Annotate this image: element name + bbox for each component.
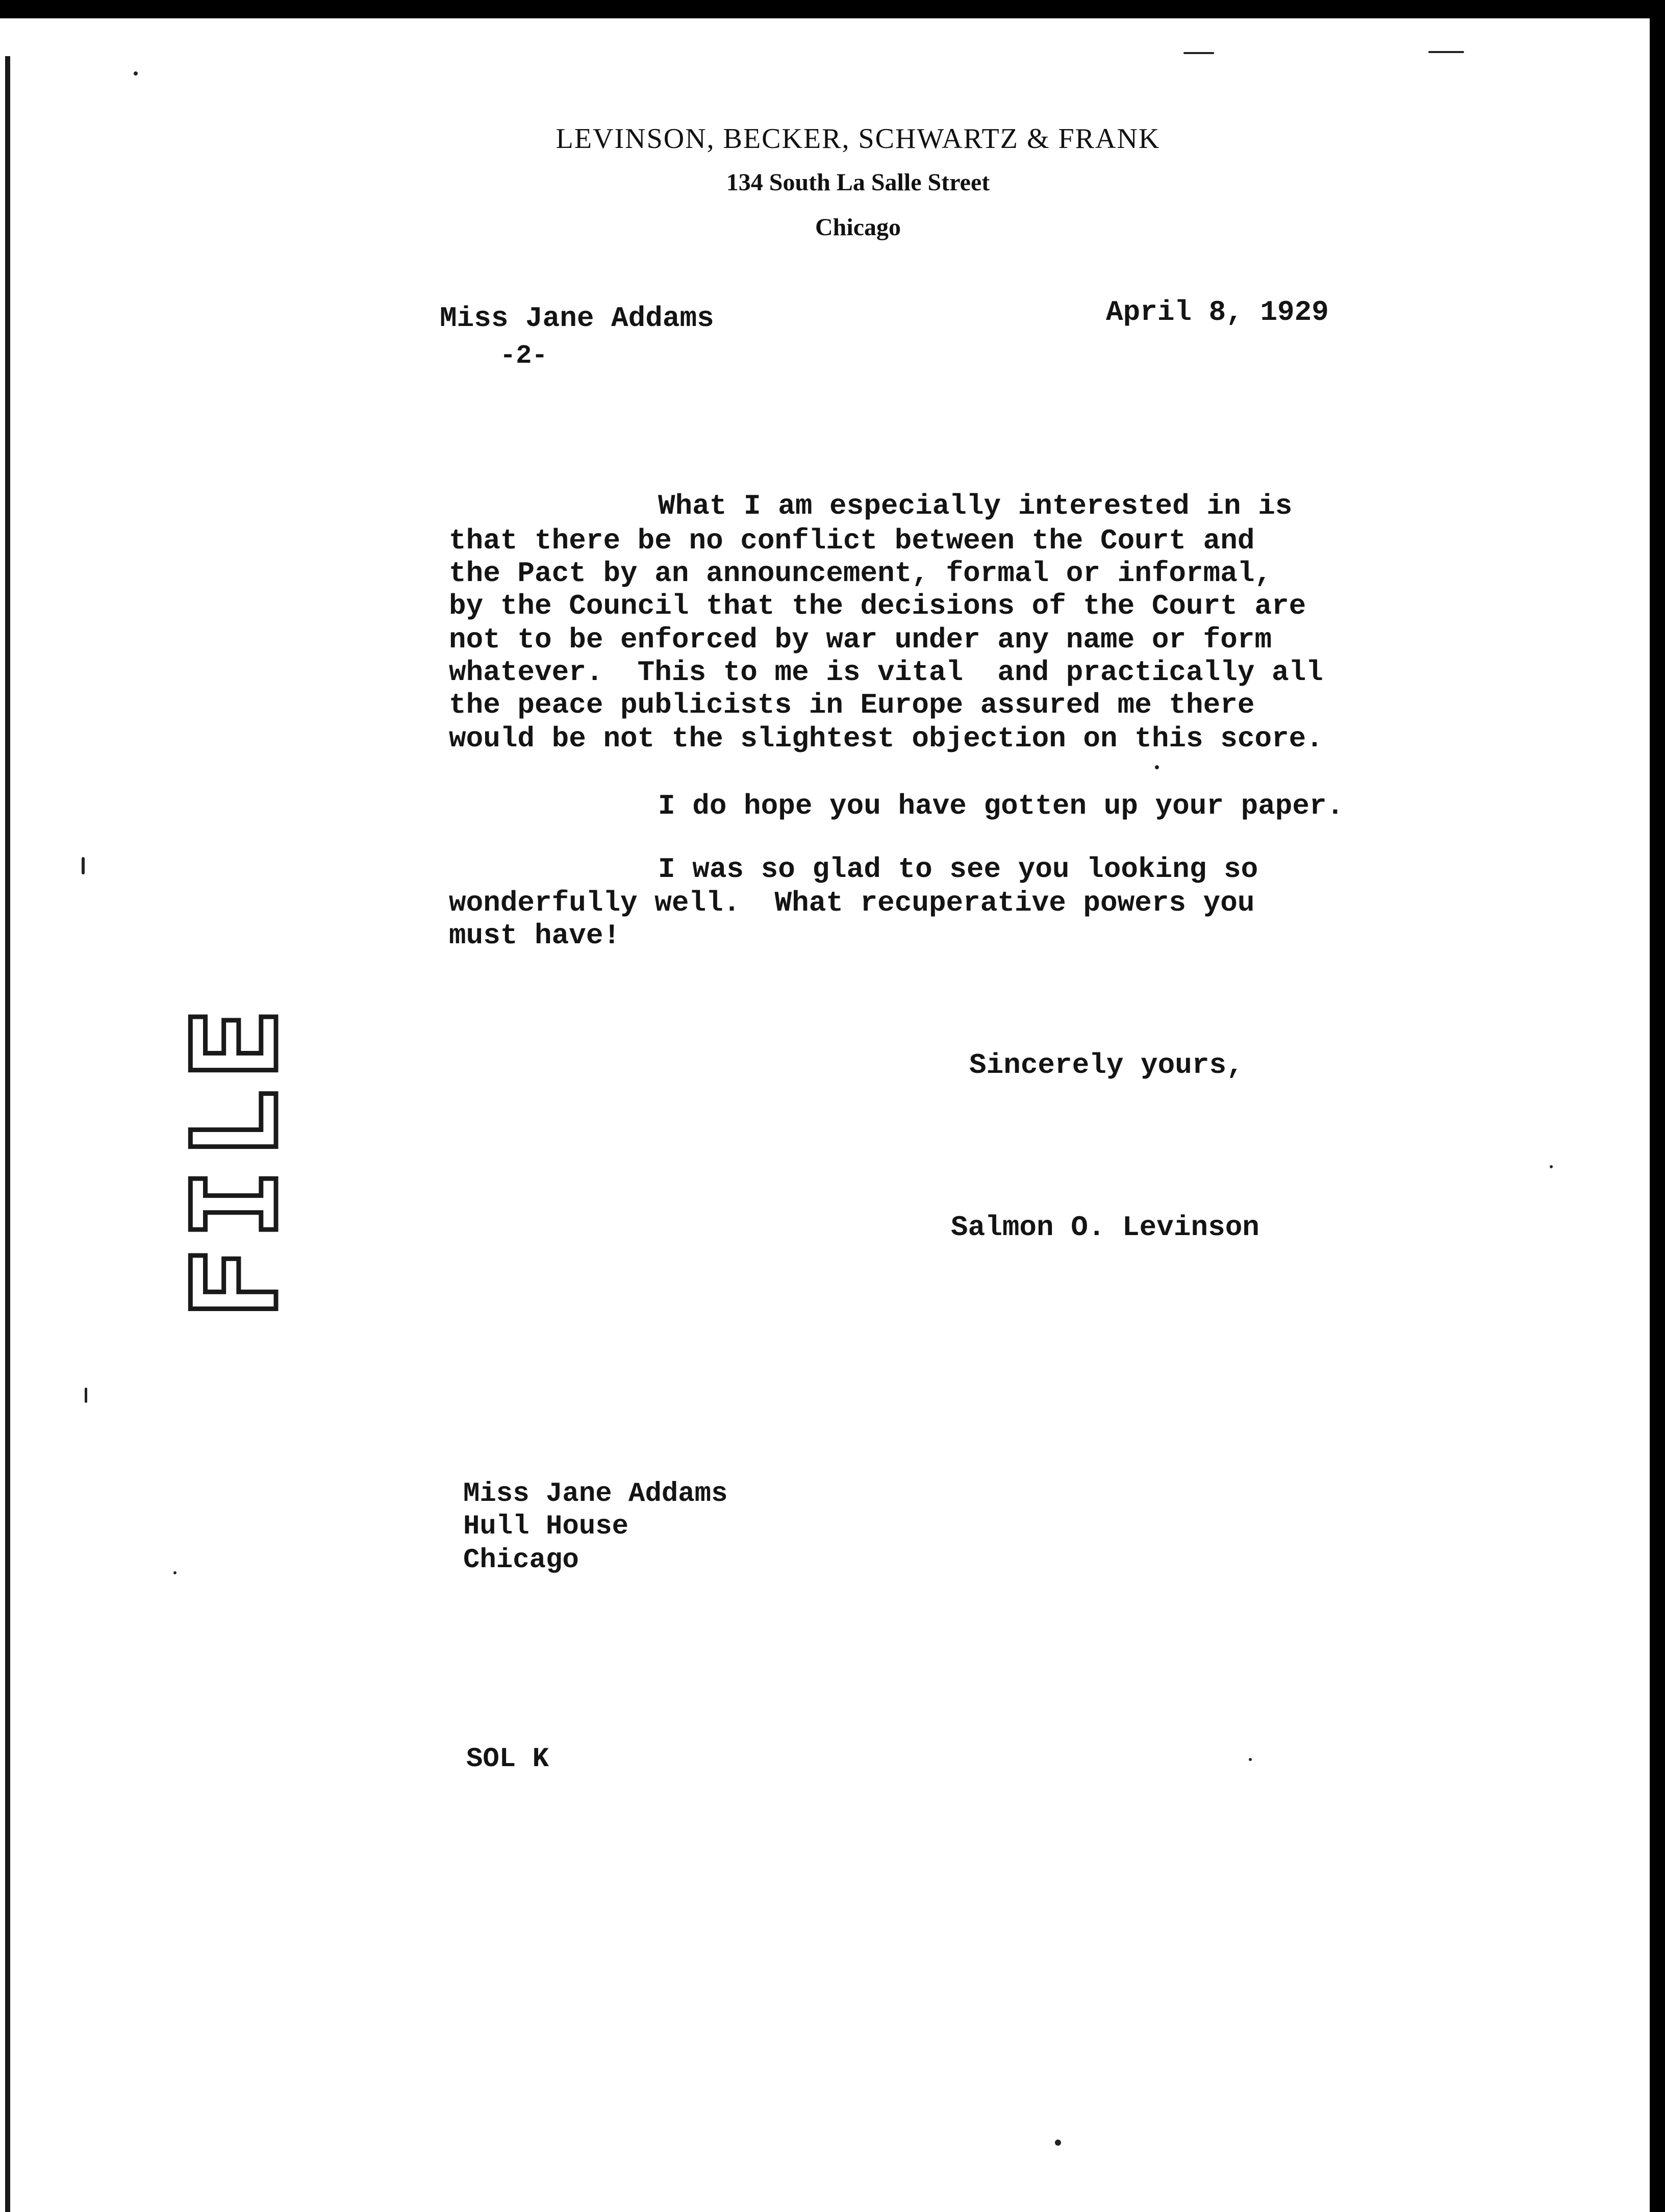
paragraph-1-line: that there be no conflict between the Court and xyxy=(449,524,1255,557)
paragraph-1-line: whatever. This to me is vital and practically all xyxy=(449,656,1323,689)
scan-left-border xyxy=(5,56,10,2212)
paragraph-3-line: must have! xyxy=(449,919,621,952)
paragraph-2: I do hope you have gotten up your paper. xyxy=(658,790,1344,822)
paragraph-1-line: What I am especially interested in is xyxy=(658,490,1293,522)
scan-speck xyxy=(1428,51,1464,53)
scan-speck xyxy=(134,71,138,76)
scan-speck xyxy=(1249,1758,1252,1761)
scan-right-edge xyxy=(1650,0,1665,2212)
file-stamp: FILE xyxy=(168,1000,304,1319)
paragraph-1-line: by the Council that the decisions of the Court are xyxy=(449,590,1306,622)
typist-initials: SOL K xyxy=(466,1744,549,1775)
scan-speck xyxy=(1550,1165,1553,1168)
letterhead-firm-name: LEVINSON, BECKER, SCHWARTZ & FRANK xyxy=(556,123,1161,155)
letterhead-city: Chicago xyxy=(815,214,901,241)
paragraph-1-line: the peace publicists in Europe assured me there xyxy=(449,689,1255,721)
scan-speck xyxy=(82,857,85,874)
address-line-1: Hull House xyxy=(463,1511,629,1542)
paragraph-1-line: not to be enforced by war under any name or form xyxy=(449,623,1272,656)
paragraph-1-line: the Pact by an announcement, formal or informal, xyxy=(449,557,1272,590)
signature-name: Salmon O. Levinson xyxy=(951,1211,1259,1244)
page-number: -2- xyxy=(500,341,548,371)
scan-speck xyxy=(85,1388,87,1403)
paragraph-3-line: I was so glad to see you looking so xyxy=(658,853,1258,886)
paragraph-1-line: would be not the slightest objection on this score. xyxy=(449,722,1323,755)
letter-date: April 8, 1929 xyxy=(1106,296,1329,329)
scan-speck xyxy=(1183,52,1214,54)
letterhead-street: 134 South La Salle Street xyxy=(726,169,990,196)
closing-salutation: Sincerely yours, xyxy=(969,1049,1244,1082)
address-line-2: Chicago xyxy=(463,1545,579,1576)
scan-speck xyxy=(173,1571,176,1574)
scan-speck xyxy=(1055,2140,1061,2146)
recipient-header: Miss Jane Addams xyxy=(440,302,714,335)
scan-speck xyxy=(1155,765,1159,769)
address-name: Miss Jane Addams xyxy=(463,1478,728,1510)
scan-top-edge xyxy=(0,0,1665,18)
paragraph-3-line: wonderfully well. What recuperative powers you xyxy=(449,887,1255,919)
